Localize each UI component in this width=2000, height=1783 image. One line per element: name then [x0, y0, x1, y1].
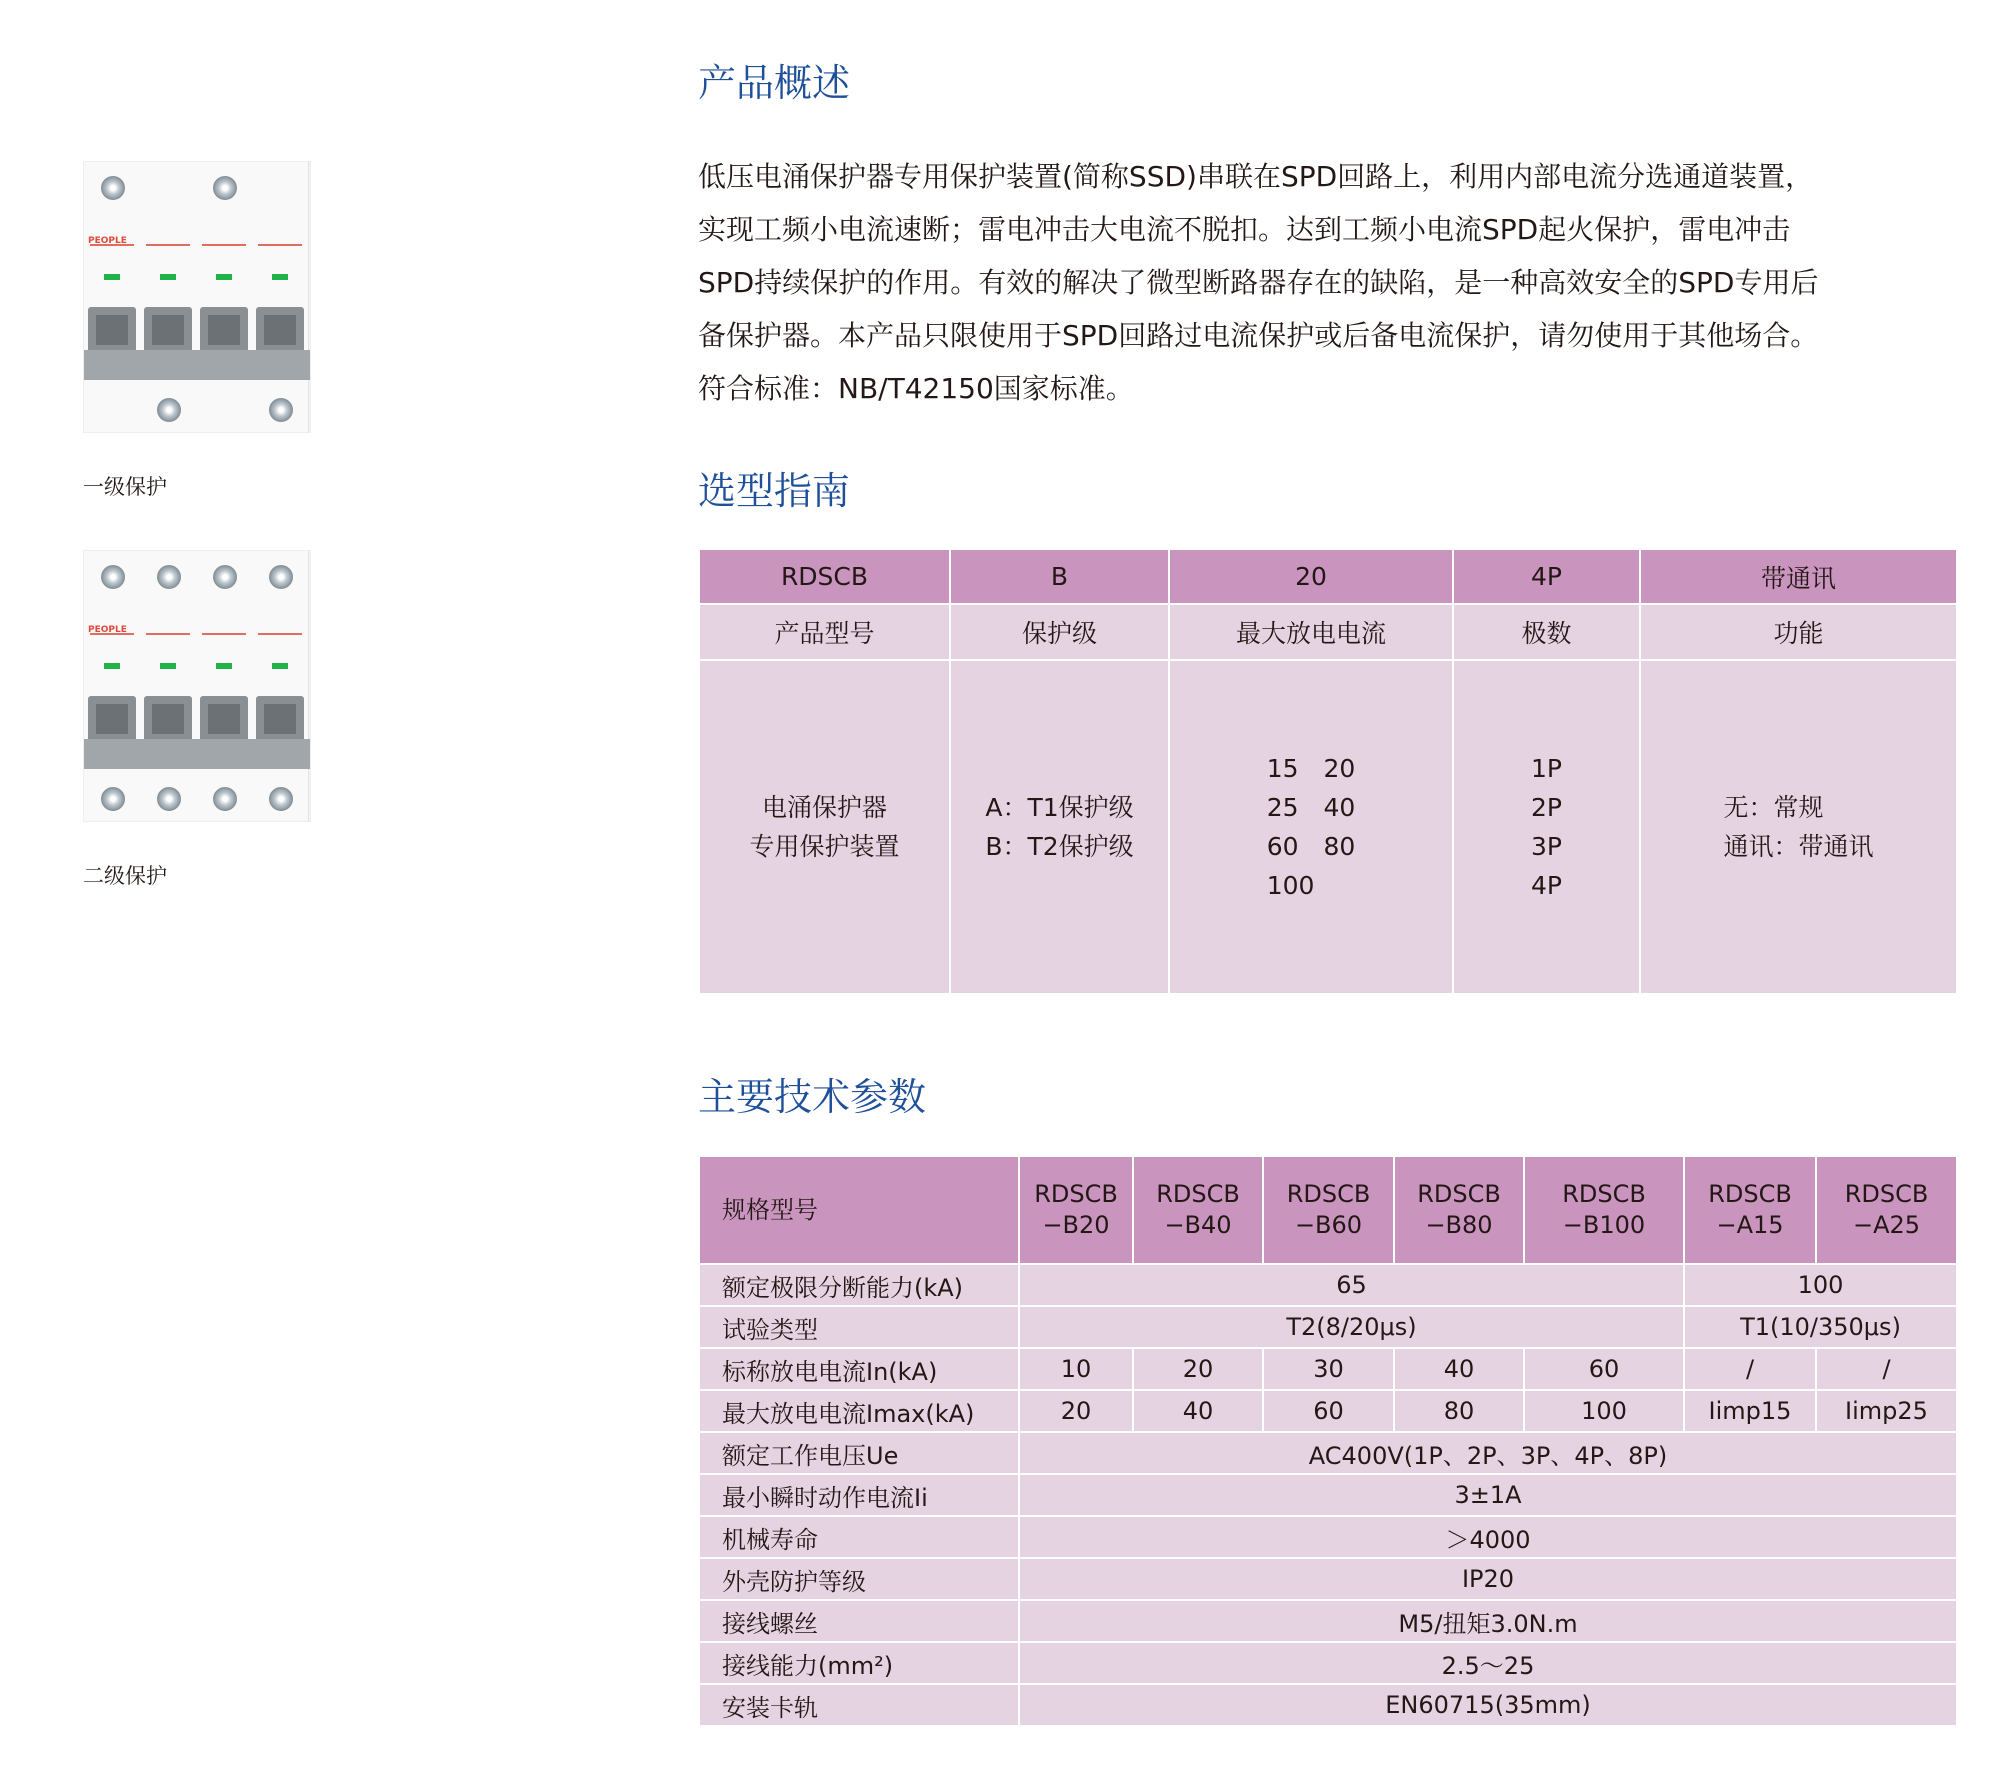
tech-row-nominal — [699, 1348, 1957, 1390]
tech-row — [699, 1558, 1957, 1600]
overview-heading: 产品概述 — [698, 61, 851, 105]
tech-cell: 3±1A — [1019, 1474, 1957, 1516]
tech-cell: Iimp25 — [1816, 1390, 1957, 1432]
tech-cell: 100 — [1684, 1264, 1957, 1306]
tech-row-breaking — [699, 1264, 1957, 1306]
brand-logo: PEOPLE — [88, 625, 127, 635]
tech-heading: 主要技术参数 — [698, 1075, 927, 1119]
overview-line: 符合标准：NB/T42150国家标准。 — [698, 372, 1134, 405]
tech-model-header: RDSCB −B60 — [1263, 1156, 1394, 1264]
overview-line: 低压电涌保护器专用保护装置(简称SSD)串联在SPD回路上，利用内部电流分选通道装置， — [698, 160, 1814, 193]
tech-header-label: 规格型号 — [699, 1156, 1019, 1264]
selection-code: 20 — [1169, 549, 1453, 604]
tech-cell: EN60715(35mm) — [1019, 1684, 1957, 1726]
tech-cell: 10 — [1019, 1348, 1133, 1390]
tech-cell: 60 — [1524, 1348, 1684, 1390]
selection-label: 最大放电电流 — [1169, 604, 1453, 660]
overview-line: SPD持续保护的作用。有效的解决了微型断路器存在的缺陷，是一种高效安全的SPD专用后 — [698, 266, 1819, 299]
tech-header-row — [699, 1156, 1957, 1264]
product-card-level1 — [83, 161, 311, 501]
tech-row — [699, 1516, 1957, 1558]
tech-cell: 20 — [1133, 1348, 1263, 1390]
tech-cell: 60 — [1263, 1390, 1394, 1432]
overview-body — [698, 150, 1956, 415]
selection-code: 4P — [1453, 549, 1640, 604]
tech-table — [698, 1155, 1958, 1727]
selection-product-cell: 电涌保护器 专用保护装置 — [699, 660, 950, 994]
tech-cell: ＞4000 — [1019, 1516, 1957, 1558]
selection-table-wrap — [698, 548, 1956, 995]
product-caption-level2: 二级保护 — [83, 864, 167, 888]
selection-label-row — [699, 604, 1957, 660]
overview-section — [698, 52, 1956, 107]
selection-function-cell: 无：常规 通讯：带通讯 — [1640, 660, 1957, 994]
selection-code: RDSCB — [699, 549, 950, 604]
tech-cell: 80 — [1394, 1390, 1524, 1432]
tech-cell: 40 — [1133, 1390, 1263, 1432]
overview-line: 备保护器。本产品只限使用于SPD回路过电流保护或后备电流保护，请勿使用于其他场合。 — [698, 319, 1819, 352]
selection-code: 带通讯 — [1640, 549, 1957, 604]
tech-model-header: RDSCB −B20 — [1019, 1156, 1133, 1264]
tech-cell: / — [1816, 1348, 1957, 1390]
product-image-level2 — [83, 550, 311, 822]
selection-table — [698, 548, 1958, 995]
tech-cell: IP20 — [1019, 1558, 1957, 1600]
tech-model-header: RDSCB −B100 — [1524, 1156, 1684, 1264]
brand-logo: PEOPLE — [88, 236, 127, 246]
product-caption-level1: 一级保护 — [83, 475, 167, 499]
tech-model-header: RDSCB −A15 — [1684, 1156, 1816, 1264]
tech-row-label: 接线能力(mm²) — [699, 1642, 1019, 1684]
tech-row-label: 标称放电电流In(kA) — [699, 1348, 1019, 1390]
selection-value-row — [699, 660, 1957, 994]
tech-cell: M5/扭矩3.0N.m — [1019, 1600, 1957, 1642]
tech-cell: 65 — [1019, 1264, 1684, 1306]
tech-model-header: RDSCB −B80 — [1394, 1156, 1524, 1264]
tech-cell: 2.5～25 — [1019, 1642, 1957, 1684]
tech-cell: 40 — [1394, 1348, 1524, 1390]
selection-code-row — [699, 549, 1957, 604]
tech-cell: 100 — [1524, 1390, 1684, 1432]
tech-row — [699, 1474, 1957, 1516]
tech-row — [699, 1432, 1957, 1474]
tech-row-imax — [699, 1390, 1957, 1432]
selection-label: 极数 — [1453, 604, 1640, 660]
tech-cell: 30 — [1263, 1348, 1394, 1390]
tech-row-label: 安装卡轨 — [699, 1684, 1019, 1726]
tech-row-label: 接线螺丝 — [699, 1600, 1019, 1642]
tech-table-wrap — [698, 1155, 1956, 1727]
tech-row — [699, 1684, 1957, 1726]
tech-cell: T2(8/20μs) — [1019, 1306, 1684, 1348]
tech-row-label: 额定极限分断能力(kA) — [699, 1264, 1019, 1306]
selection-heading: 选型指南 — [698, 469, 851, 513]
tech-row-label: 额定工作电压Ue — [699, 1432, 1019, 1474]
tech-row-label: 外壳防护等级 — [699, 1558, 1019, 1600]
product-image-level1 — [83, 161, 311, 433]
tech-cell: / — [1684, 1348, 1816, 1390]
tech-row-label: 试验类型 — [699, 1306, 1019, 1348]
selection-code: B — [950, 549, 1169, 604]
tech-cell: 20 — [1019, 1390, 1133, 1432]
tech-model-header: RDSCB −B40 — [1133, 1156, 1263, 1264]
tech-row-label: 最小瞬时动作电流Ii — [699, 1474, 1019, 1516]
selection-label: 保护级 — [950, 604, 1169, 660]
product-card-level2 — [83, 550, 311, 890]
tech-cell: AC400V(1P、2P、3P、4P、8P) — [1019, 1432, 1957, 1474]
tech-row-test — [699, 1306, 1957, 1348]
tech-row-label: 最大放电电流Imax(kA) — [699, 1390, 1019, 1432]
tech-row — [699, 1600, 1957, 1642]
tech-cell: T1(10/350μs) — [1684, 1306, 1957, 1348]
selection-current-cell: 15 20 25 40 60 80 100 — [1169, 660, 1453, 994]
tech-cell: Iimp15 — [1684, 1390, 1816, 1432]
overview-line: 实现工频小电流速断；雷电冲击大电流不脱扣。达到工频小电流SPD起火保护，雷电冲击 — [698, 213, 1791, 246]
tech-row-label: 机械寿命 — [699, 1516, 1019, 1558]
tech-model-header: RDSCB −A25 — [1816, 1156, 1957, 1264]
selection-section — [698, 460, 1956, 515]
tech-row — [699, 1642, 1957, 1684]
selection-label: 功能 — [1640, 604, 1957, 660]
tech-section — [698, 1066, 1956, 1121]
selection-level-cell: A：T1保护级 B：T2保护级 — [950, 660, 1169, 994]
selection-label: 产品型号 — [699, 604, 950, 660]
selection-poles-cell: 1P 2P 3P 4P — [1453, 660, 1640, 994]
